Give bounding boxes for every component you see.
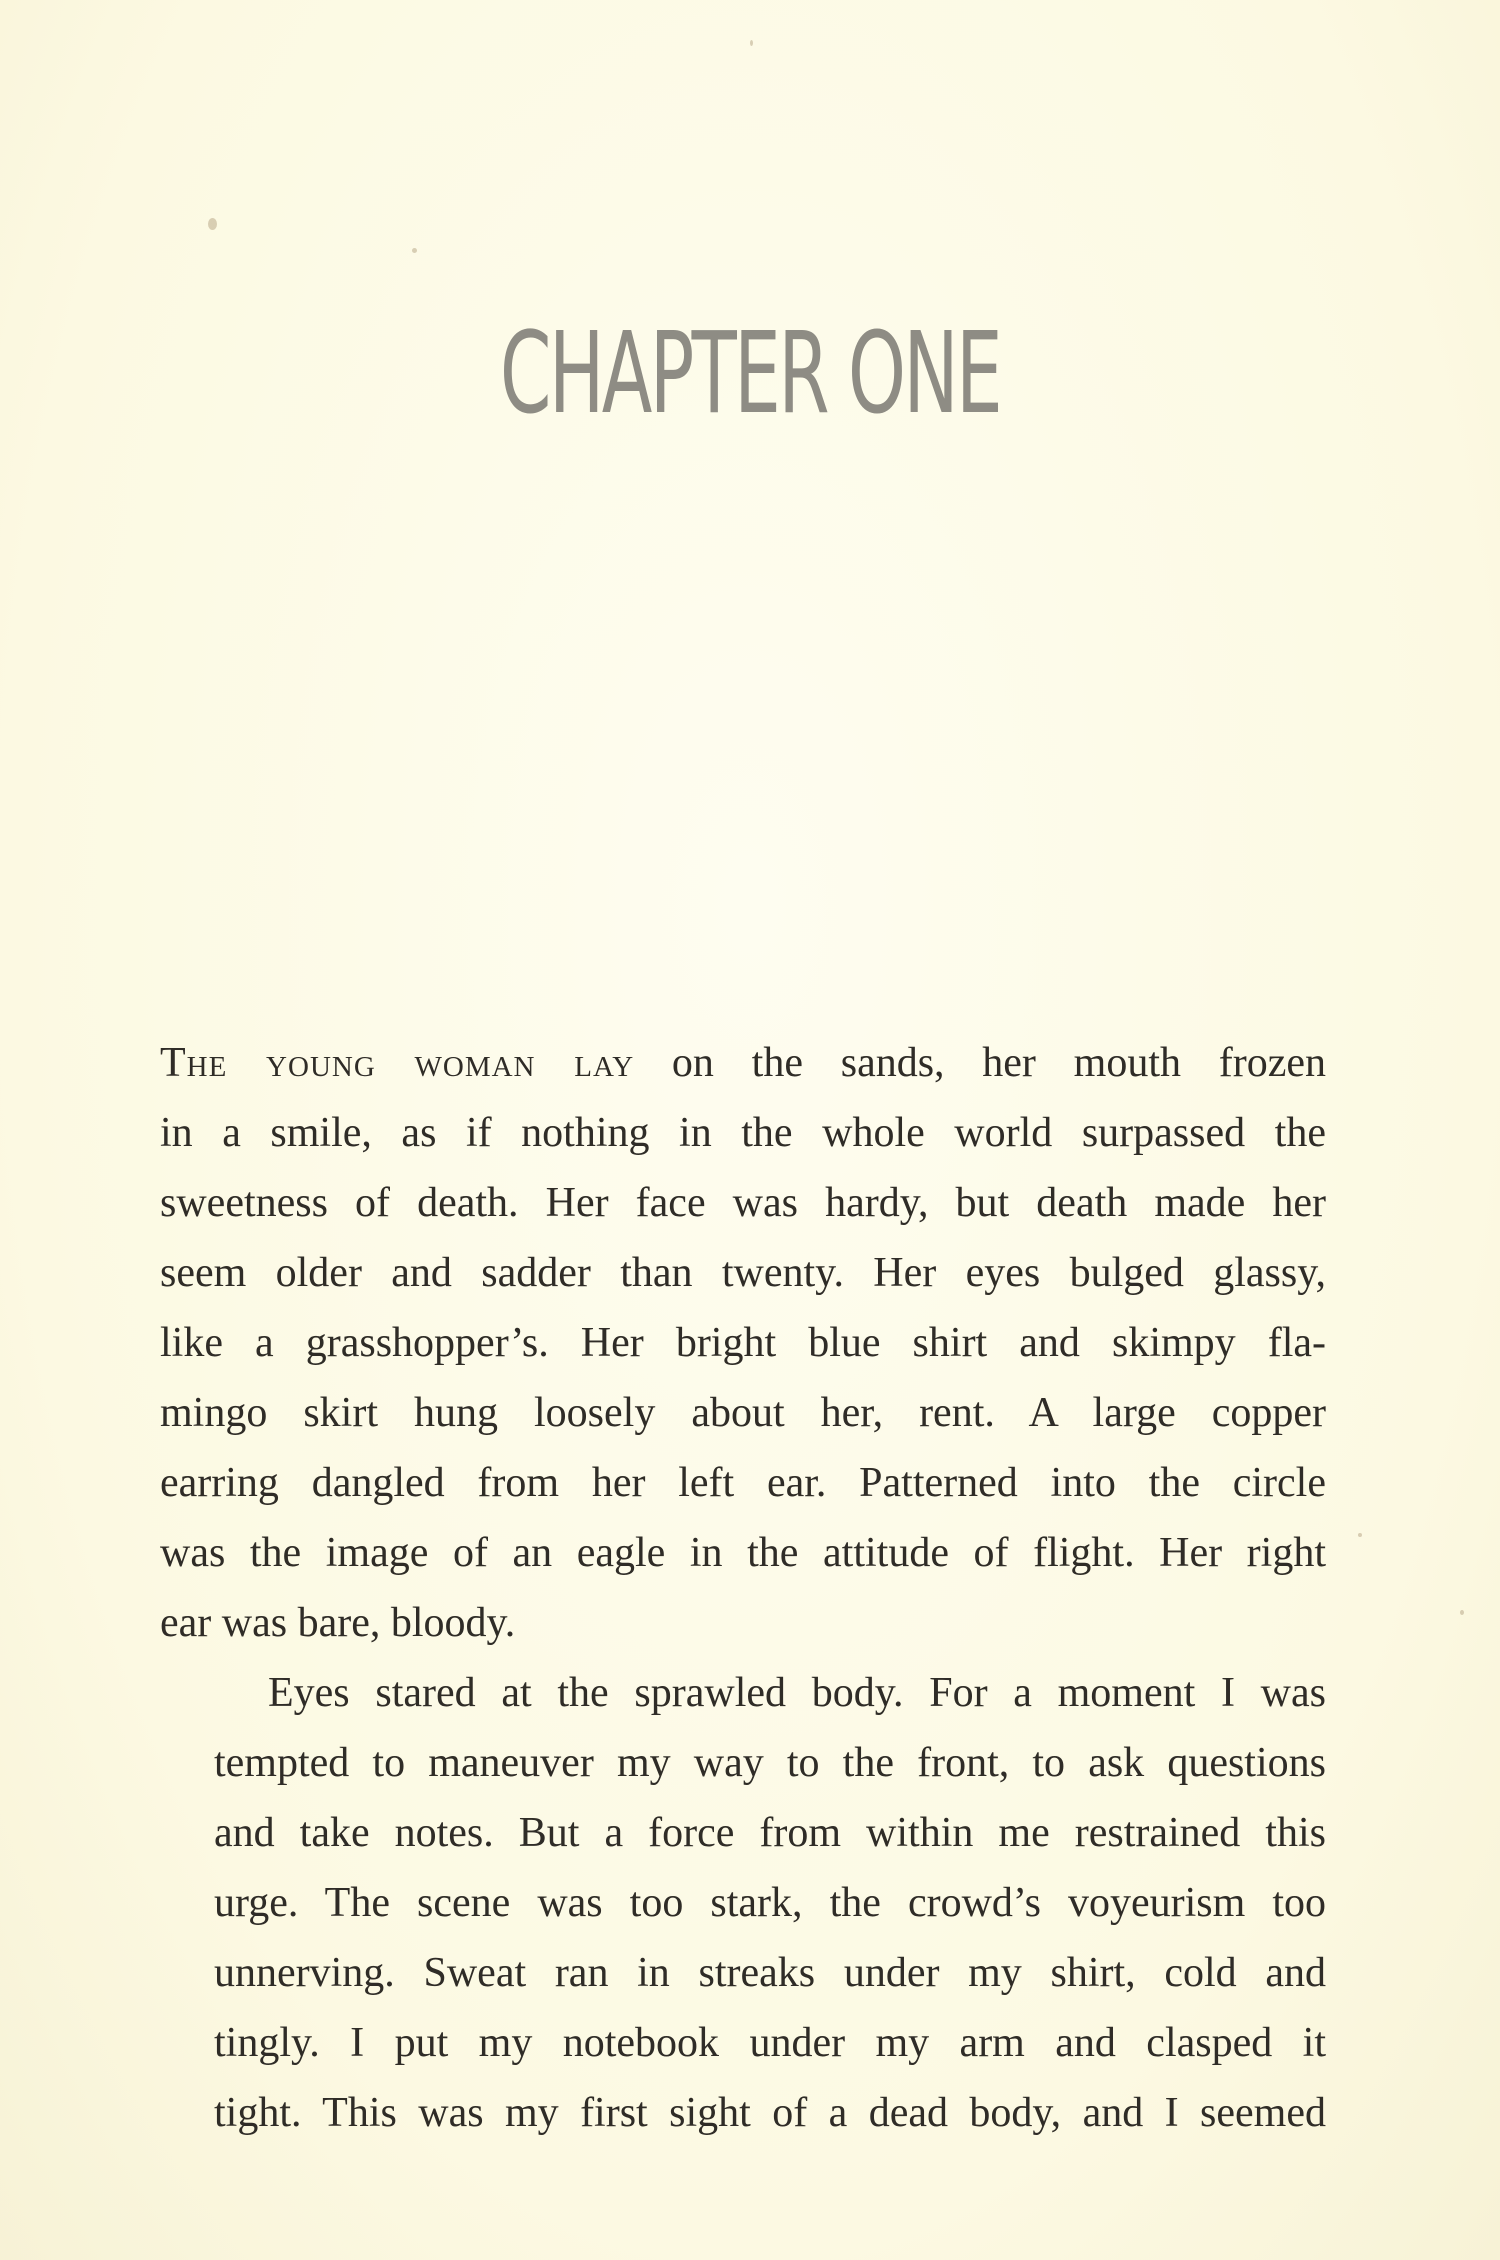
text-line: seem older and sadder than twenty. Her eyes bulged glassy,: [160, 1250, 1326, 1296]
paper-speck: [750, 40, 753, 46]
paper-speck: [208, 218, 217, 230]
chapter-body-text: [160, 1028, 1326, 2148]
paragraph-1: [160, 1028, 1326, 1658]
text-line: was the image of an eagle in the attitude of flight. Her right: [160, 1530, 1326, 1576]
text-line: and take notes. But a force from within me restrained this: [214, 1810, 1326, 1856]
paper-speck: [1460, 1610, 1464, 1615]
text-line: like a grasshopper’s. Her bright blue shirt and skimpy fla-: [160, 1320, 1326, 1366]
text-line: earring dangled from her left ear. Patterned into the circle: [160, 1460, 1326, 1506]
text-line: Eyes stared at the sprawled body. For a moment I was: [268, 1670, 1326, 1716]
opening-smallcaps: The young woman lay: [160, 1040, 635, 1086]
text-line: [160, 1028, 1326, 1098]
text-line: tempted to maneuver my way to the front, to ask questions: [214, 1740, 1326, 1786]
text-line: unnerving. Sweat ran in streaks under my shirt, cold and: [214, 1950, 1326, 1996]
text-line: tight. This was my first sight of a dead body, and I seemed: [214, 2090, 1326, 2136]
text-line: mingo skirt hung loosely about her, rent. A large copper: [160, 1390, 1326, 1436]
text-line-content: on the sands, her mouth frozen: [634, 1040, 1326, 1086]
paper-speck: [1358, 1533, 1362, 1537]
paragraph-2: [160, 1658, 1326, 2148]
text-line: in a smile, as if nothing in the whole world surpassed the: [160, 1110, 1326, 1156]
chapter-title: CHAPTER ONE: [499, 309, 1001, 439]
paper-speck: [412, 248, 417, 253]
text-line: urge. The scene was too stark, the crowd’s voyeurism too: [214, 1880, 1326, 1926]
text-line: sweetness of death. Her face was hardy, but death made her: [160, 1180, 1326, 1226]
text-line: tingly. I put my notebook under my arm and clasped it: [214, 2020, 1326, 2066]
text-line: ear was bare, bloody.: [160, 1600, 516, 1646]
